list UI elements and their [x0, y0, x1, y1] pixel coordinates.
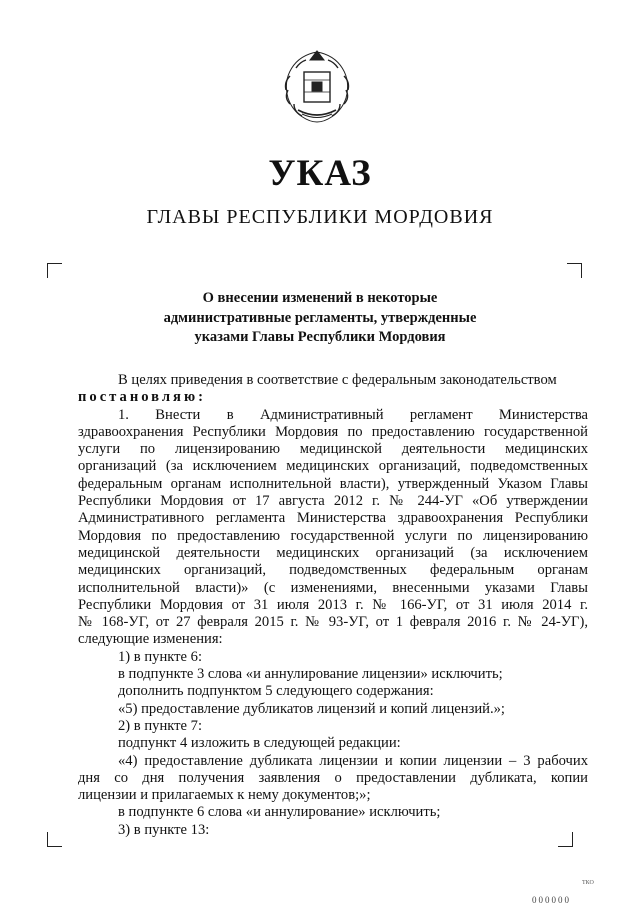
heading-line: О внесении изменений в некоторые — [202, 290, 438, 306]
item-line: 3) в пункте 13: — [118, 821, 210, 838]
heading-line: административные регламенты, утвержденные — [163, 309, 477, 326]
corner-mark-bottom-left — [47, 832, 62, 847]
intro-line: В целях приведения в соответствие с федеральным законодательством — [118, 372, 557, 388]
para1-line: исполнительной власти)» (с изменениями, внесенными указами Главы — [78, 579, 588, 596]
item-continuation-line: лицензии и прилагаемых к нему документов;»; — [78, 787, 371, 804]
item-line: подпункт 4 изложить в следующей редакции: — [118, 735, 401, 752]
para1-line: 1. Внести в Административный регламент Министерства — [118, 406, 588, 423]
document-title: УКАЗ — [268, 153, 372, 194]
para1-line: медицинских организаций, подведомственных федеральным органам — [78, 562, 588, 579]
item-line: 1) в пункте 6: — [118, 648, 203, 665]
para1-line: здравоохранения Республики Мордовия по предоставлению государственной — [78, 423, 588, 440]
document-subtitle: ГЛАВЫ РЕСПУБЛИКИ МОРДОВИЯ — [146, 206, 494, 228]
corner-mark-top-left — [47, 263, 62, 278]
para1-line: Мордовия по предоставлению государственной услуги по лицензированию — [78, 527, 588, 544]
para1-line: медицинской деятельности медицинских организаций (за исключением — [78, 544, 588, 561]
para1-line: федеральным органам исполнительной власти), утвержденный Указом Главы — [78, 475, 588, 492]
decree-word: постановляю: — [78, 389, 206, 406]
item-line: в подпункте 3 слова «и аннулирование лицензии» исключить; — [118, 666, 503, 683]
para1-line: Республики Мордовия от 31 июля 2013 г. № 166-УГ, от 31 июля 2014 г. — [78, 596, 588, 613]
item-line: «4) предоставление дубликата лицензии и копии лицензии – 3 рабочих — [118, 752, 588, 769]
para1-line: следующие изменения: — [78, 631, 223, 648]
page-serial-number: 000000 — [532, 895, 571, 905]
para1-line: № 168-УГ, от 27 февраля 2015 г. № 93-УГ, от 1 февраля 2016 г. № 24-УГ), — [78, 614, 588, 631]
item-continuation-line: дня со дня получения заявления о предоставлении дубликата, копии — [78, 769, 588, 786]
para1-line: услуги по лицензированию медицинской деятельности медицинских — [78, 441, 588, 458]
para1-line: Республики Мордовия от 17 августа 2012 г. № 244-УГ «Об утверждении — [78, 493, 588, 510]
page-stamp: ТКО — [582, 880, 594, 886]
item-line: дополнить подпунктом 5 следующего содержания: — [118, 683, 434, 700]
decree-body — [78, 372, 588, 839]
corner-mark-top-right — [567, 263, 582, 278]
para1-line: организаций (за исключением медицинских организаций, подведомственных — [78, 458, 588, 475]
item-line: «5) предоставление дубликатов лицензий и копий лицензий.»; — [118, 700, 505, 717]
coat-of-arms-emblem — [274, 46, 360, 126]
heading-line: указами Главы Республики Мордовия — [194, 329, 446, 345]
item-line: в подпункте 6 слова «и аннулирование» исключить; — [118, 804, 441, 821]
para1-line: Административного регламента Министерства здравоохранения Республики — [78, 510, 588, 527]
decree-heading — [120, 289, 520, 348]
item-line: 2) в пункте 7: — [118, 717, 203, 734]
